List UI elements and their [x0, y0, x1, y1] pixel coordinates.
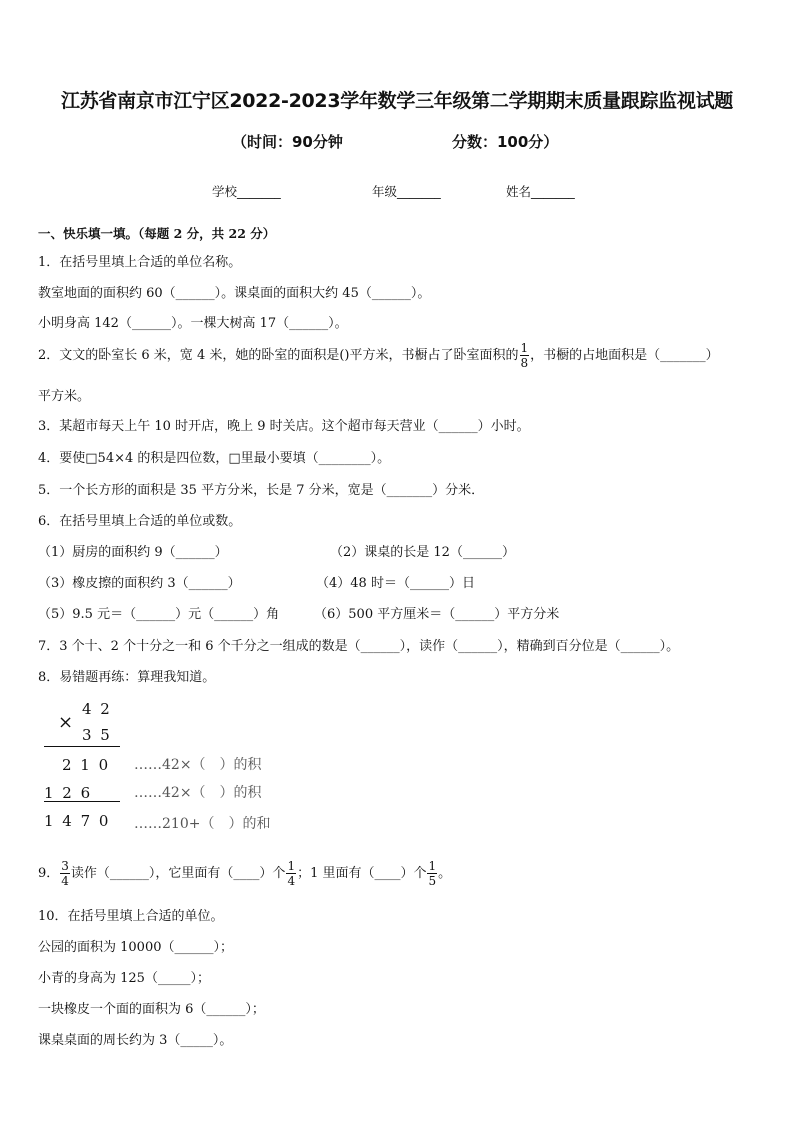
question-1a: 教室地面的面积约 60（______）。课桌面的面积大约 45（______）。	[38, 286, 431, 301]
question-10d: 课桌桌面的周长约为 3（_____）。	[38, 1033, 233, 1048]
question-2-blank: ，书橱的占地面积是（_______）	[530, 348, 719, 363]
multiplier: 3 5	[82, 726, 112, 744]
question-1: 1．在括号里填上合适的单位名称。	[38, 255, 242, 270]
grade-field: 年级_______	[372, 184, 441, 199]
multiply-sign: ×	[58, 712, 76, 733]
question-2-cont: 平方米。	[38, 389, 91, 404]
question-9-text-1: 读作（______），它里面有（____）个	[70, 866, 286, 881]
question-2-text: 2．文文的卧室长 6 米，宽 4 米，她的卧室的面积是()平方米，书橱占了卧室面积的	[38, 348, 519, 363]
exam-score: 分数：100分）	[452, 133, 559, 151]
question-10c: 一块橡皮一个面的面积为 6（______）；	[38, 1002, 265, 1017]
partial-note-1: ……42×（ ）的积	[134, 757, 262, 773]
question-10a: 公园的面积为 10000（______）；	[38, 940, 233, 955]
question-6-1: （1）厨房的面积约 9（______）	[38, 545, 228, 560]
section-title: 一、快乐填一填。（每题 2 分，共 22 分）	[38, 226, 276, 241]
page-title: 江苏省南京市江宁区2022-2023学年数学三年级第二学期期末质量跟踪监视试题	[61, 90, 733, 112]
question-9	[38, 860, 451, 887]
question-6-4: （4）48 时＝（______）日	[316, 576, 475, 591]
question-1b: 小明身高 142（______）。一棵大树高 17（______）。	[38, 316, 348, 331]
question-9-text-2: ；1 里面有（____）个	[297, 866, 427, 881]
fraction-one-quarter: $\frac{1}{4}$	[287, 859, 296, 888]
partial-product-2: 1 2 6	[44, 784, 93, 802]
school-field: 学校_______	[212, 184, 281, 199]
fraction-one-fifth: $\frac{1}{5}$	[428, 859, 437, 888]
question-6-6: （6）500 平方厘米＝（______）平方分米	[314, 607, 560, 622]
question-2	[38, 342, 719, 369]
question-6-2: （2）课桌的长是 12（______）	[330, 545, 515, 560]
name-field: 姓名_______	[506, 184, 575, 199]
question-5: 5．一个长方形的面积是 35 平方分米，长是 7 分米，宽是（_______）分米．	[38, 483, 485, 498]
question-9-number: 9．	[38, 866, 60, 881]
fraction-one-eighth: $\frac{1}{8}$	[520, 341, 529, 370]
fraction-three-quarters: $\frac{3}{4}$	[61, 859, 69, 888]
question-3: 3．某超市每天上午 10 时开店，晚上 9 时关店。这个超市每天营业（______）小时。	[38, 419, 530, 434]
sum-note: ……210+（ ）的和	[134, 816, 271, 832]
partial-product-1: 2 1 0	[62, 756, 111, 774]
question-10b: 小青的身高为 125（_____）；	[38, 971, 210, 986]
partial-note-2: ……42×（ ）的积	[134, 785, 262, 801]
sum-line	[44, 801, 120, 802]
question-6: 6．在括号里填上合适的单位或数。	[38, 514, 242, 529]
question-7: 7．3 个十、2 个十分之一和 6 个千分之一组成的数是（______），读作（______），精确到百分位是（______）。	[38, 639, 680, 654]
question-10: 10．在括号里填上合适的单位。	[38, 909, 224, 924]
question-9-end: 。	[438, 866, 452, 881]
multiply-line	[44, 746, 120, 747]
question-6-3: （3）橡皮擦的面积约 3（______）	[38, 576, 241, 591]
multiplicand: 4 2	[82, 700, 112, 718]
final-product: 1 4 7 0	[44, 812, 111, 830]
question-8: 8．易错题再练：算理我知道。	[38, 670, 216, 685]
exam-time: （时间：90分钟	[232, 133, 343, 151]
question-6-5: （5）9.5 元＝（______）元（______）角	[38, 607, 280, 622]
question-4: 4．要使□54×4 的积是四位数，□里最小要填（________）。	[38, 451, 391, 466]
